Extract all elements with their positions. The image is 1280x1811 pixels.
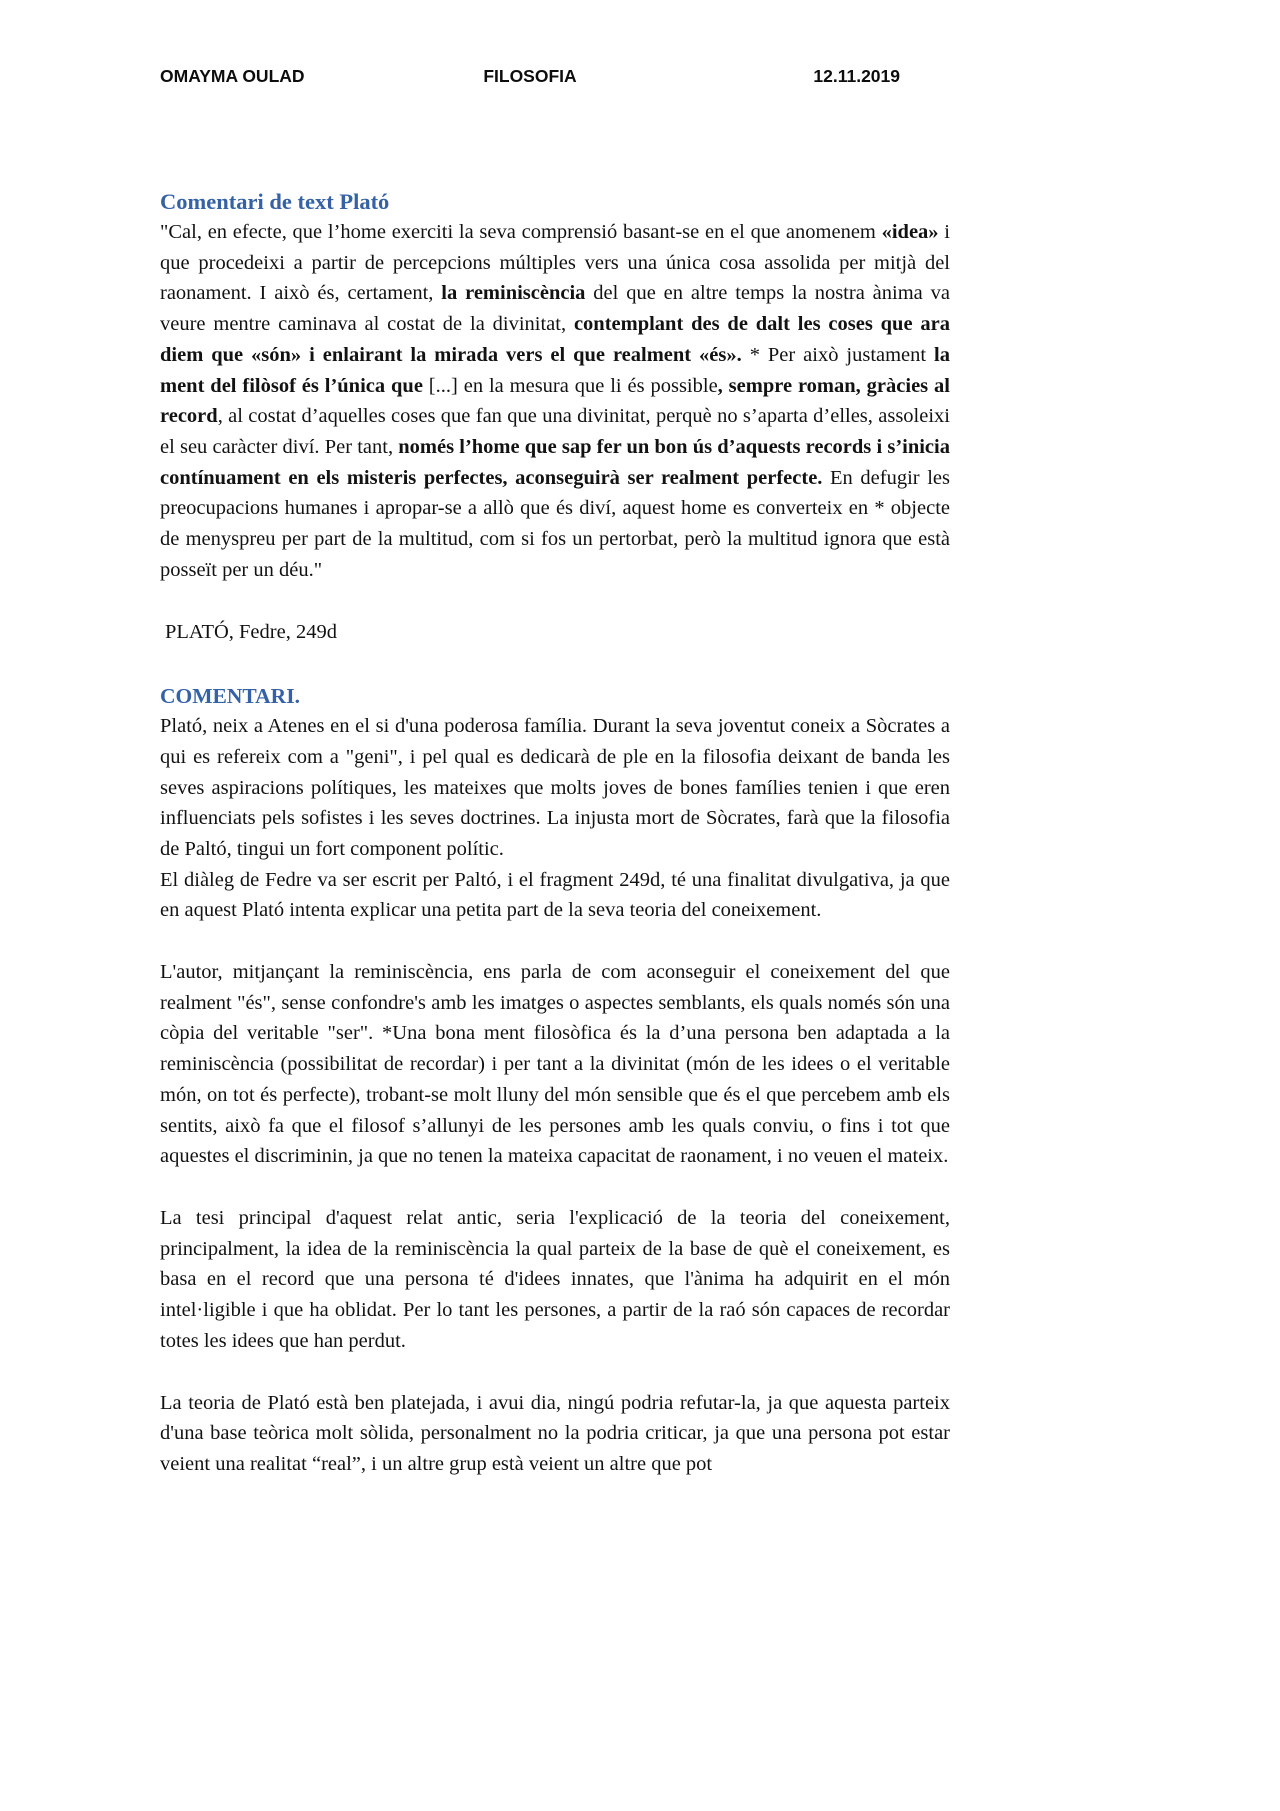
page-header [160, 66, 900, 87]
paragraph-personal-opinion: La teoria de Plató està ben platejada, i avui dia, ningú podria refutar-la, ja que aquesta parteix d'una base teòrica molt sòlida, personalment no la podria criticar, ja que una persona pot estar veient una realitat “real”, i un altre grup està veient un altre que pot [160, 1391, 950, 1475]
header-date: 12.11.2019 [813, 66, 900, 86]
header-author: OMAYMA OULAD [160, 66, 305, 86]
comment-section-heading: COMENTARI. [160, 684, 300, 709]
document-title: Comentari de text Plató [160, 189, 390, 214]
quote-citation: PLATÓ, Fedre, 249d [165, 621, 337, 644]
header-subject: FILOSOFIA [483, 66, 577, 86]
paragraph-biography: Plató, neix a Atenes en el si d'una poderosa família. Durant la seva joventut coneix a Sòcrates a qui es refereix com a "geni", i pel qual es dedicarà de ple en la filosofia deixant de banda les seves aspiracions polítiques, les mateixes que molts joves de bones famílies tenien i que eren influenciats pels sofistes i les seves doctrines. La injusta mort de Sòcrates, farà que la filosofia de Paltó, tingui un fort component polític. [160, 715, 950, 860]
paragraph-reminiscence-explanation: L'autor, mitjançant la reminiscència, ens parla de com aconseguir el coneixement del que realment "és", sense confondre's amb les imatges o aspectes semblants, els quals només són una còpia del veritable "ser". *Una bona ment filosòfica és la d’una persona ben adaptada a la reminiscència (possibilitat de recordar) i per tant a la divinitat (món de les idees o el veritable món, on tot és perfecte), trobant-se molt lluny del món sensible que és el que percebem amb els sentits, això fa que el filosof s’allunyi de les persones amb les quals conviu, o fins i tot que aquestes el discriminin, ja que no tenen la mateixa capacitat de raonament, i no veuen el mateix. [160, 961, 950, 1168]
paragraph-main-thesis: La tesi principal d'aquest relat antic, seria l'explicació de la teoria del coneixement, principalment, la idea de la reminiscència la qual parteix de la base de què el coneixement, es basa en el record que una persona té d'idees innates, que l'ànima ha adquirit en el món intel·ligible i que ha oblidat. Per lo tant les persones, a partir de la raó són capaces de recordar totes les idees que han perdut. [160, 1206, 950, 1352]
paragraph-dialogue-context: El diàleg de Fedre va ser escrit per Paltó, i el fragment 249d, té una finalitat divulgativa, ja que en aquest Plató intenta explicar una petita part de la seva teoria del coneixement. [160, 868, 950, 922]
document-body [160, 186, 950, 1480]
plato-quote-paragraph: "Cal, en efecte, que l’home exerciti la seva comprensió basant-se en el que anomenem «idea» i que procedeixi a partir de percepcions múltiples vers una única cosa assolida per mitjà del raonament. I això és, certament, la reminiscència del que en altre temps la nostra ànima va veure mentre caminava al costat de la divinitat, contemplant des de dalt les coses que ara diem que «són» i enlairant la mirada vers el que realment «és». * Per això justament la ment del filòsof és l’única que [...] en la mesura que li és possible, sempre roman, gràcies al record, al costat d’aquelles coses que fan que una divinitat, perquè no s’aparta d’elles, assoleixi el seu caràcter diví. Per tant, només l’home que sap fer un bon ús d’aquests records i s’inicia contínuament en els misteris perfectes, aconseguirà ser realment perfecte. En defugir les preocupacions humanes i apropar-se a allò que és diví, aquest home es converteix en * objecte de menyspreu per part de la multitud, com si fos un pertorbat, però la multitud ignora que està posseït per un déu." [160, 221, 950, 581]
